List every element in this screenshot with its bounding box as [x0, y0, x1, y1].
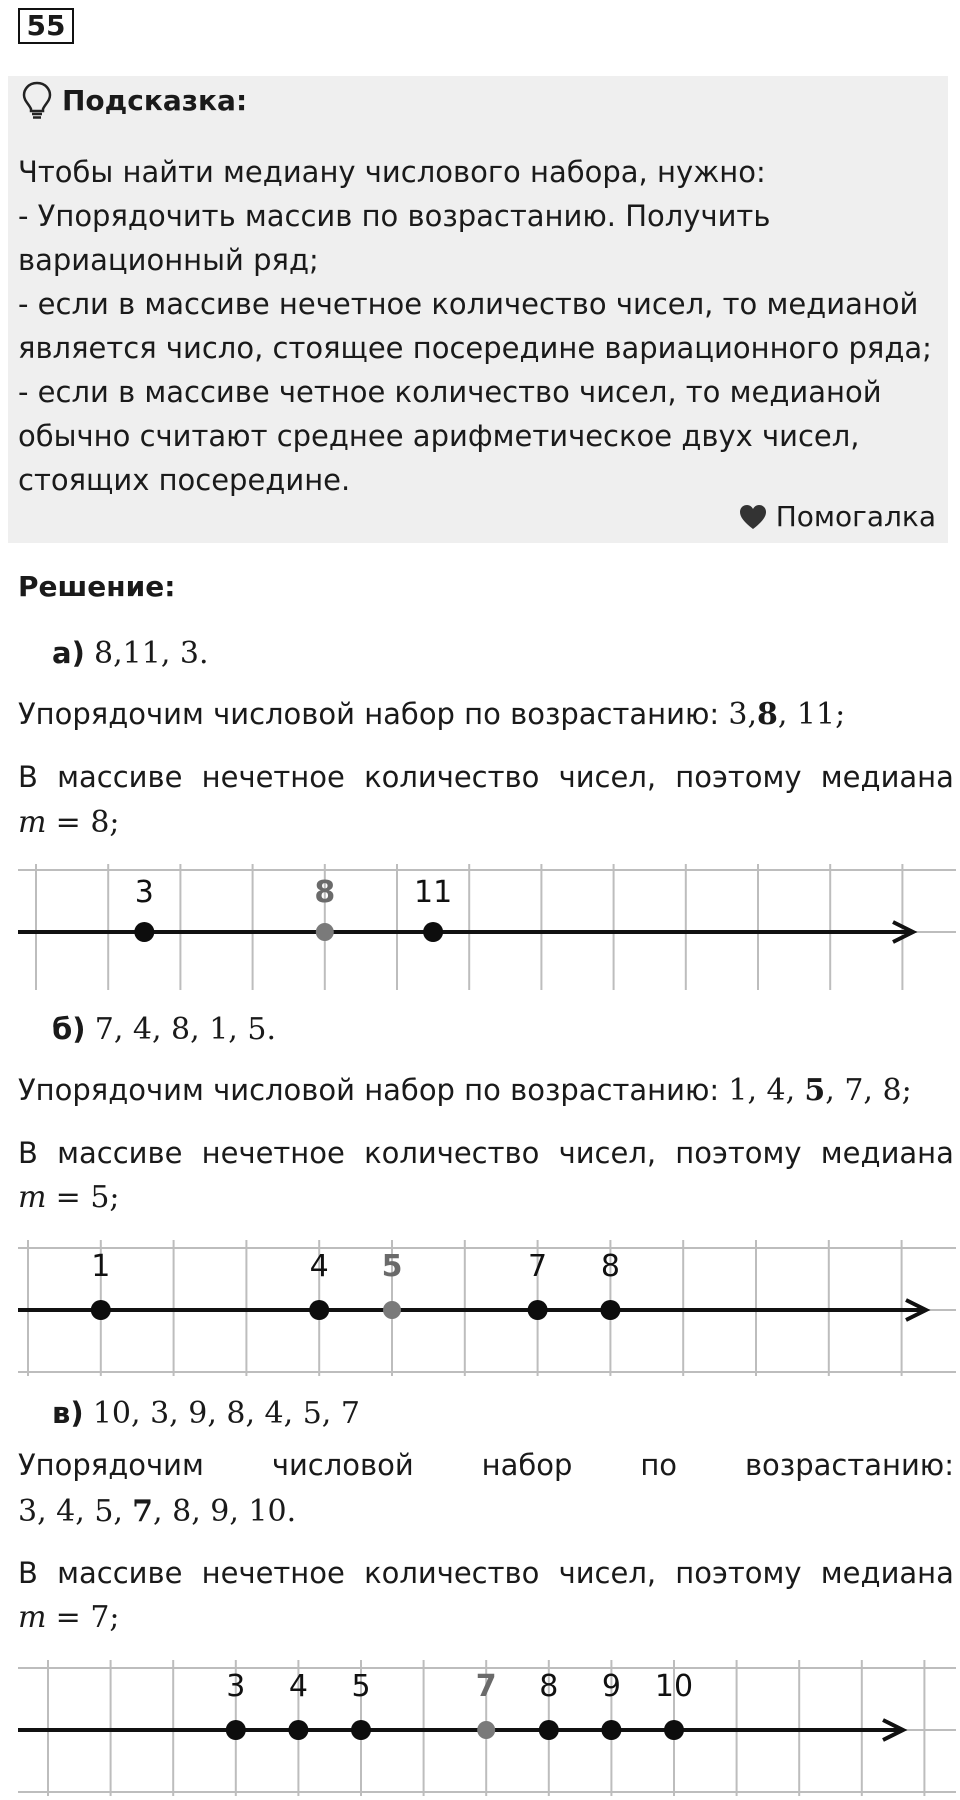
word: нечетное: [201, 760, 345, 794]
word: нечетное: [201, 1556, 345, 1590]
ordered-after: , 11;: [777, 697, 846, 732]
word: чисел,: [558, 1556, 657, 1590]
part-a-heading: [52, 636, 209, 671]
word: по: [640, 1448, 678, 1482]
ordering-text: Упорядочим числовой набор по возрастанию:: [18, 697, 720, 731]
number-set: 8,11, 3.: [94, 636, 209, 671]
hint-line: является число, стоящее посередине вариационного ряда;: [18, 331, 932, 365]
data-point: [601, 1720, 621, 1740]
ordered-median: 8: [756, 697, 778, 732]
word: нечетное: [201, 1136, 345, 1170]
ordered-median: 5: [804, 1073, 826, 1108]
part-a-conclusion: [18, 760, 954, 794]
hint-line: Чтобы найти медиану числового набора, нужно:: [18, 155, 766, 189]
ordered-median: 7: [132, 1494, 154, 1529]
part-letter: б): [52, 1012, 86, 1046]
median-variable: m: [18, 805, 47, 840]
part-letter: а): [52, 636, 85, 670]
word: чисел,: [558, 1136, 657, 1170]
word: количество: [364, 1136, 540, 1170]
word: поэтому: [675, 1136, 802, 1170]
median-variable: m: [18, 1180, 47, 1215]
word: набор: [481, 1448, 573, 1482]
hint-header: [20, 80, 247, 120]
word: поэтому: [675, 1556, 802, 1590]
point-label: 7: [528, 1249, 548, 1284]
data-point: [288, 1720, 308, 1740]
data-point: [134, 922, 154, 942]
hint-line: - Упорядочить массив по возрастанию. Получить: [18, 199, 771, 233]
hint-line: - если в массиве четное количество чисел, то медианой: [18, 375, 882, 409]
data-point: [664, 1720, 684, 1740]
point-label: 5: [351, 1669, 371, 1704]
number-set: 7, 4, 8, 1, 5.: [94, 1012, 276, 1047]
median-label: 5: [381, 1249, 403, 1284]
data-point: [423, 922, 443, 942]
part-c-conclusion: [18, 1556, 954, 1590]
point-label: 11: [414, 875, 453, 910]
word: медиана: [820, 760, 954, 794]
median-point: [383, 1301, 401, 1319]
word: медиана: [820, 1136, 954, 1170]
part-b-ordering: [18, 1073, 912, 1108]
data-point: [600, 1300, 620, 1320]
point-label: 8: [539, 1669, 559, 1704]
part-a-median: [18, 805, 120, 840]
data-point: [91, 1300, 111, 1320]
heart-icon: [738, 503, 768, 531]
part-b-conclusion: [18, 1136, 954, 1170]
part-c-heading: [52, 1396, 360, 1431]
word: количество: [364, 760, 540, 794]
word: Упорядочим: [18, 1448, 204, 1482]
hint-line: стоящих посередине.: [18, 463, 351, 497]
word: возрастанию:: [744, 1448, 954, 1482]
point-label: 1: [91, 1249, 111, 1284]
median-value: = 7;: [55, 1600, 120, 1635]
part-c-median: [18, 1600, 120, 1635]
hint-line: вариационный ряд;: [18, 243, 319, 277]
median-label: 8: [314, 875, 336, 910]
word: массиве: [57, 1556, 183, 1590]
word: числовой: [271, 1448, 414, 1482]
word: чисел,: [558, 760, 657, 794]
median-point: [316, 923, 334, 941]
word: В: [18, 1556, 38, 1590]
word: количество: [364, 1556, 540, 1590]
median-point: [477, 1721, 495, 1739]
ordered-after: , 8, 9, 10.: [153, 1494, 297, 1529]
word: массиве: [57, 1136, 183, 1170]
word: В: [18, 760, 38, 794]
part-c-ordering: [18, 1448, 954, 1482]
ordered-before: 3,: [728, 697, 757, 732]
data-point: [351, 1720, 371, 1740]
part-c-ordered: [18, 1494, 296, 1529]
word: медиана: [820, 1556, 954, 1590]
point-label: 3: [134, 875, 154, 910]
data-point: [226, 1720, 246, 1740]
ordering-text: Упорядочим числовой набор по возрастанию:: [18, 1073, 720, 1107]
number-set: 10, 3, 9, 8, 4, 5, 7: [92, 1396, 360, 1431]
ordered-before: 1, 4,: [728, 1073, 796, 1108]
ordered-after: , 7, 8;: [825, 1073, 912, 1108]
word: массиве: [57, 760, 183, 794]
part-letter: в): [52, 1396, 84, 1430]
data-point: [528, 1300, 548, 1320]
task-number: 55: [18, 8, 74, 44]
hint-box: [8, 76, 948, 543]
median-value: = 8;: [55, 805, 120, 840]
point-label: 4: [309, 1249, 329, 1284]
word: В: [18, 1136, 38, 1170]
point-label: 10: [654, 1669, 694, 1704]
number-line-a: [18, 864, 956, 990]
median-value: = 5;: [55, 1180, 120, 1215]
hint-text: [18, 150, 938, 502]
data-point: [539, 1720, 559, 1740]
hint-line: обычно считают среднее арифметическое двух чисел,: [18, 419, 860, 453]
hint-title: Подсказка:: [62, 83, 248, 117]
part-b-heading: [52, 1012, 276, 1047]
number-line-c: [18, 1660, 956, 1796]
ordered-before: 3, 4, 5,: [18, 1494, 123, 1529]
point-label: 8: [600, 1249, 620, 1284]
credit-label: Помогалка: [775, 500, 936, 533]
credit: [738, 500, 936, 533]
word: поэтому: [675, 760, 802, 794]
data-point: [309, 1300, 329, 1320]
number-line-b: [18, 1240, 956, 1376]
lightbulb-icon: [20, 80, 54, 120]
median-variable: m: [18, 1600, 47, 1635]
median-label: 7: [475, 1669, 497, 1704]
point-label: 9: [601, 1669, 621, 1704]
point-label: 3: [226, 1669, 246, 1704]
point-label: 4: [288, 1669, 308, 1704]
solution-heading: Решение:: [18, 570, 176, 603]
part-a-ordering: [18, 697, 845, 732]
hint-line: - если в массиве нечетное количество чисел, то медианой: [18, 287, 919, 321]
part-b-median: [18, 1180, 120, 1215]
